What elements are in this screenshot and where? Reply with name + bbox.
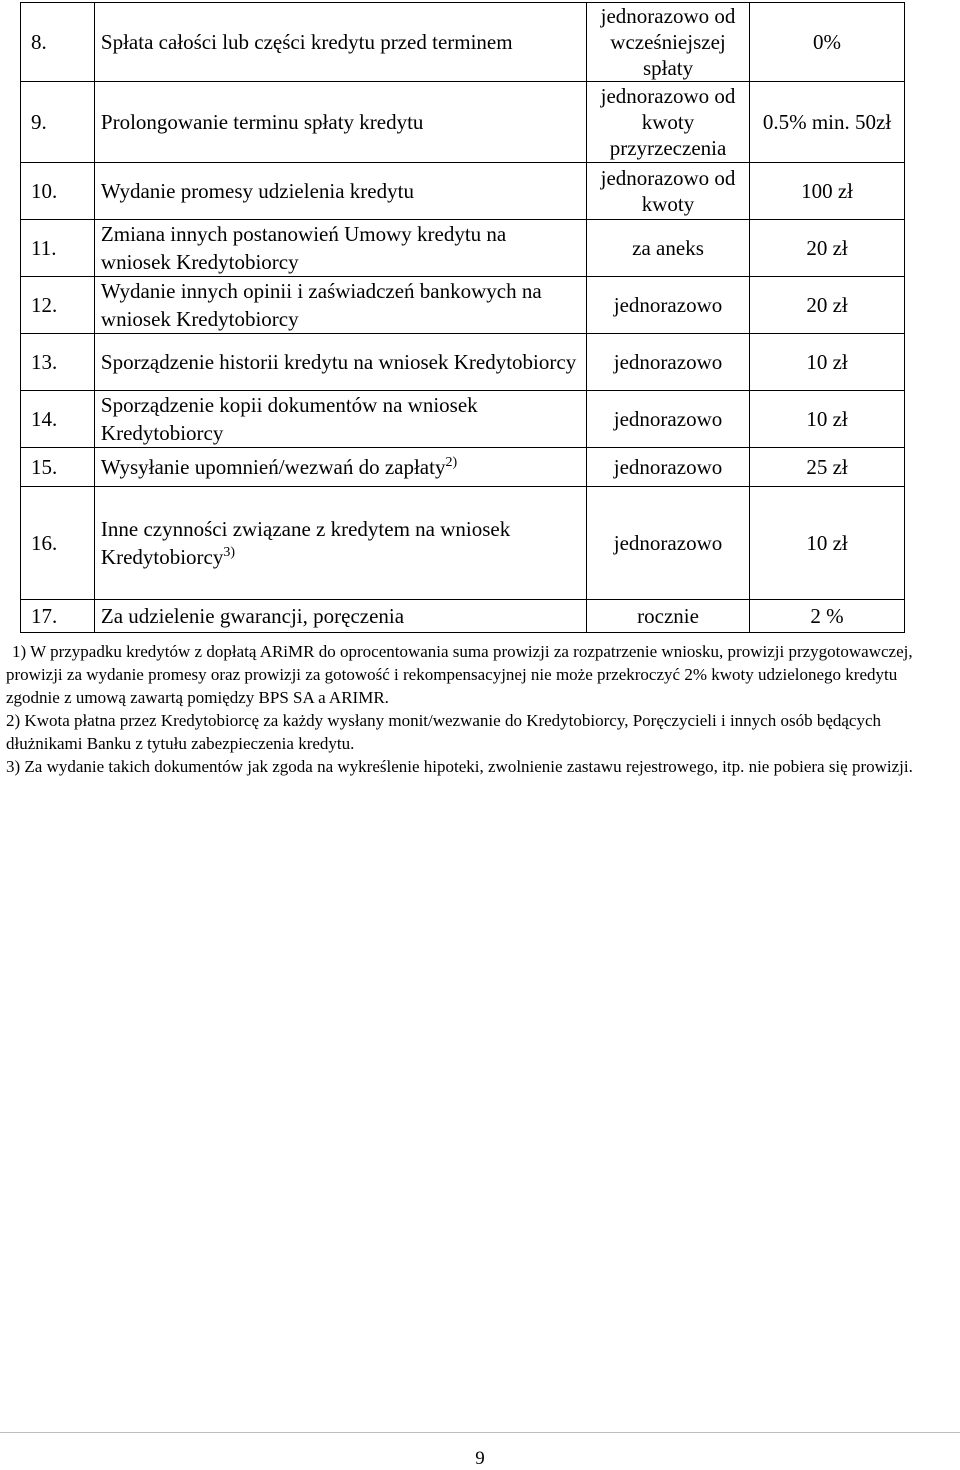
row-frequency: jednorazowo [587, 448, 750, 487]
row-frequency: jednorazowo [587, 334, 750, 391]
table-row [21, 334, 905, 391]
row-amount: 25 zł [750, 448, 905, 487]
row-frequency: rocznie [587, 600, 750, 633]
table-row [21, 3, 905, 82]
row-description: Wydanie promesy udzielenia kredytu [94, 163, 586, 220]
row-description: Spłata całości lub części kredytu przed terminem [94, 3, 586, 82]
row-number: 10. [21, 163, 95, 220]
table-row [21, 277, 905, 334]
table-row [21, 82, 905, 163]
row-number: 17. [21, 600, 95, 633]
footnote-ref: 3) [223, 545, 236, 560]
footnote-3: 3) Za wydanie takich dokumentów jak zgoda na wykreślenie hipoteki, zwolnienie zastawu rejestrowego, itp. nie pobiera się prowizji. [6, 757, 913, 776]
row-description: Zmiana innych postanowień Umowy kredytu na wniosek Kredytobiorcy [94, 220, 586, 277]
row-description-text: Wysyłanie upomnień/wezwań do zapłaty [100, 455, 446, 479]
row-number: 11. [21, 220, 95, 277]
row-amount: 100 zł [750, 163, 905, 220]
row-number: 14. [21, 391, 95, 448]
row-frequency: jednorazowo od wcześniejszej spłaty [587, 3, 750, 82]
footnote-2: 2) Kwota płatna przez Kredytobiorcę za każdy wysłany monit/wezwanie do Kredytobiorcy, Poręczycieli i innych osób będących dłużnikami Banku z tytułu zabezpieczenia kredytu. [6, 711, 882, 753]
row-amount: 0.5% min. 50zł [750, 82, 905, 163]
row-frequency: za aneks [587, 220, 750, 277]
row-description: Prolongowanie terminu spłaty kredytu [94, 82, 586, 163]
table-row [21, 220, 905, 277]
table-row [21, 163, 905, 220]
row-description: Wydanie innych opinii i zaświadczeń bankowych na wniosek Kredytobiorcy [94, 277, 586, 334]
fees-table [20, 2, 905, 633]
table-row [21, 391, 905, 448]
row-description: Za udzielenie gwarancji, poręczenia [94, 600, 586, 633]
row-description-text: Inne czynności związane z kredytem na wniosek Kredytobiorcy [100, 517, 511, 569]
row-number: 13. [21, 334, 95, 391]
row-amount: 10 zł [750, 487, 905, 600]
row-number: 9. [21, 82, 95, 163]
row-amount: 0% [750, 3, 905, 82]
row-amount: 20 zł [750, 220, 905, 277]
row-description: Sporządzenie historii kredytu na wniosek Kredytobiorcy [94, 334, 586, 391]
row-number: 8. [21, 3, 95, 82]
row-description [94, 448, 586, 487]
row-frequency: jednorazowo od kwoty przyrzeczenia [587, 82, 750, 163]
footnote-ref: 2) [445, 455, 458, 470]
row-frequency: jednorazowo [587, 391, 750, 448]
row-frequency: jednorazowo od kwoty [587, 163, 750, 220]
row-frequency: jednorazowo [587, 277, 750, 334]
row-number: 15. [21, 448, 95, 487]
table-row [21, 448, 905, 487]
row-frequency: jednorazowo [587, 487, 750, 600]
row-number: 12. [21, 277, 95, 334]
row-description [94, 487, 586, 600]
footnote-1: 1) W przypadku kredytów z dopłatą ARiMR do oprocentowania suma prowizji za rozpatrzenie wniosku, prowizji przygotowawczej, prowizji za wydanie promesy oraz prowizji za gotowość i rekompensacyjnej nie może przekroczyć 2% kwoty udzielonego kredytu zgodnie z umową zawartą pomiędzy BPS SA a ARIMR. [6, 642, 913, 707]
row-amount: 20 zł [750, 277, 905, 334]
row-description: Sporządzenie kopii dokumentów na wniosek Kredytobiorcy [94, 391, 586, 448]
row-amount: 2 % [750, 600, 905, 633]
row-amount: 10 zł [750, 334, 905, 391]
table-row [21, 487, 905, 600]
footnotes [6, 640, 926, 778]
row-amount: 10 zł [750, 391, 905, 448]
page-divider [0, 1432, 960, 1433]
row-number: 16. [21, 487, 95, 600]
table-row [21, 600, 905, 633]
page-number: 9 [475, 1448, 485, 1469]
